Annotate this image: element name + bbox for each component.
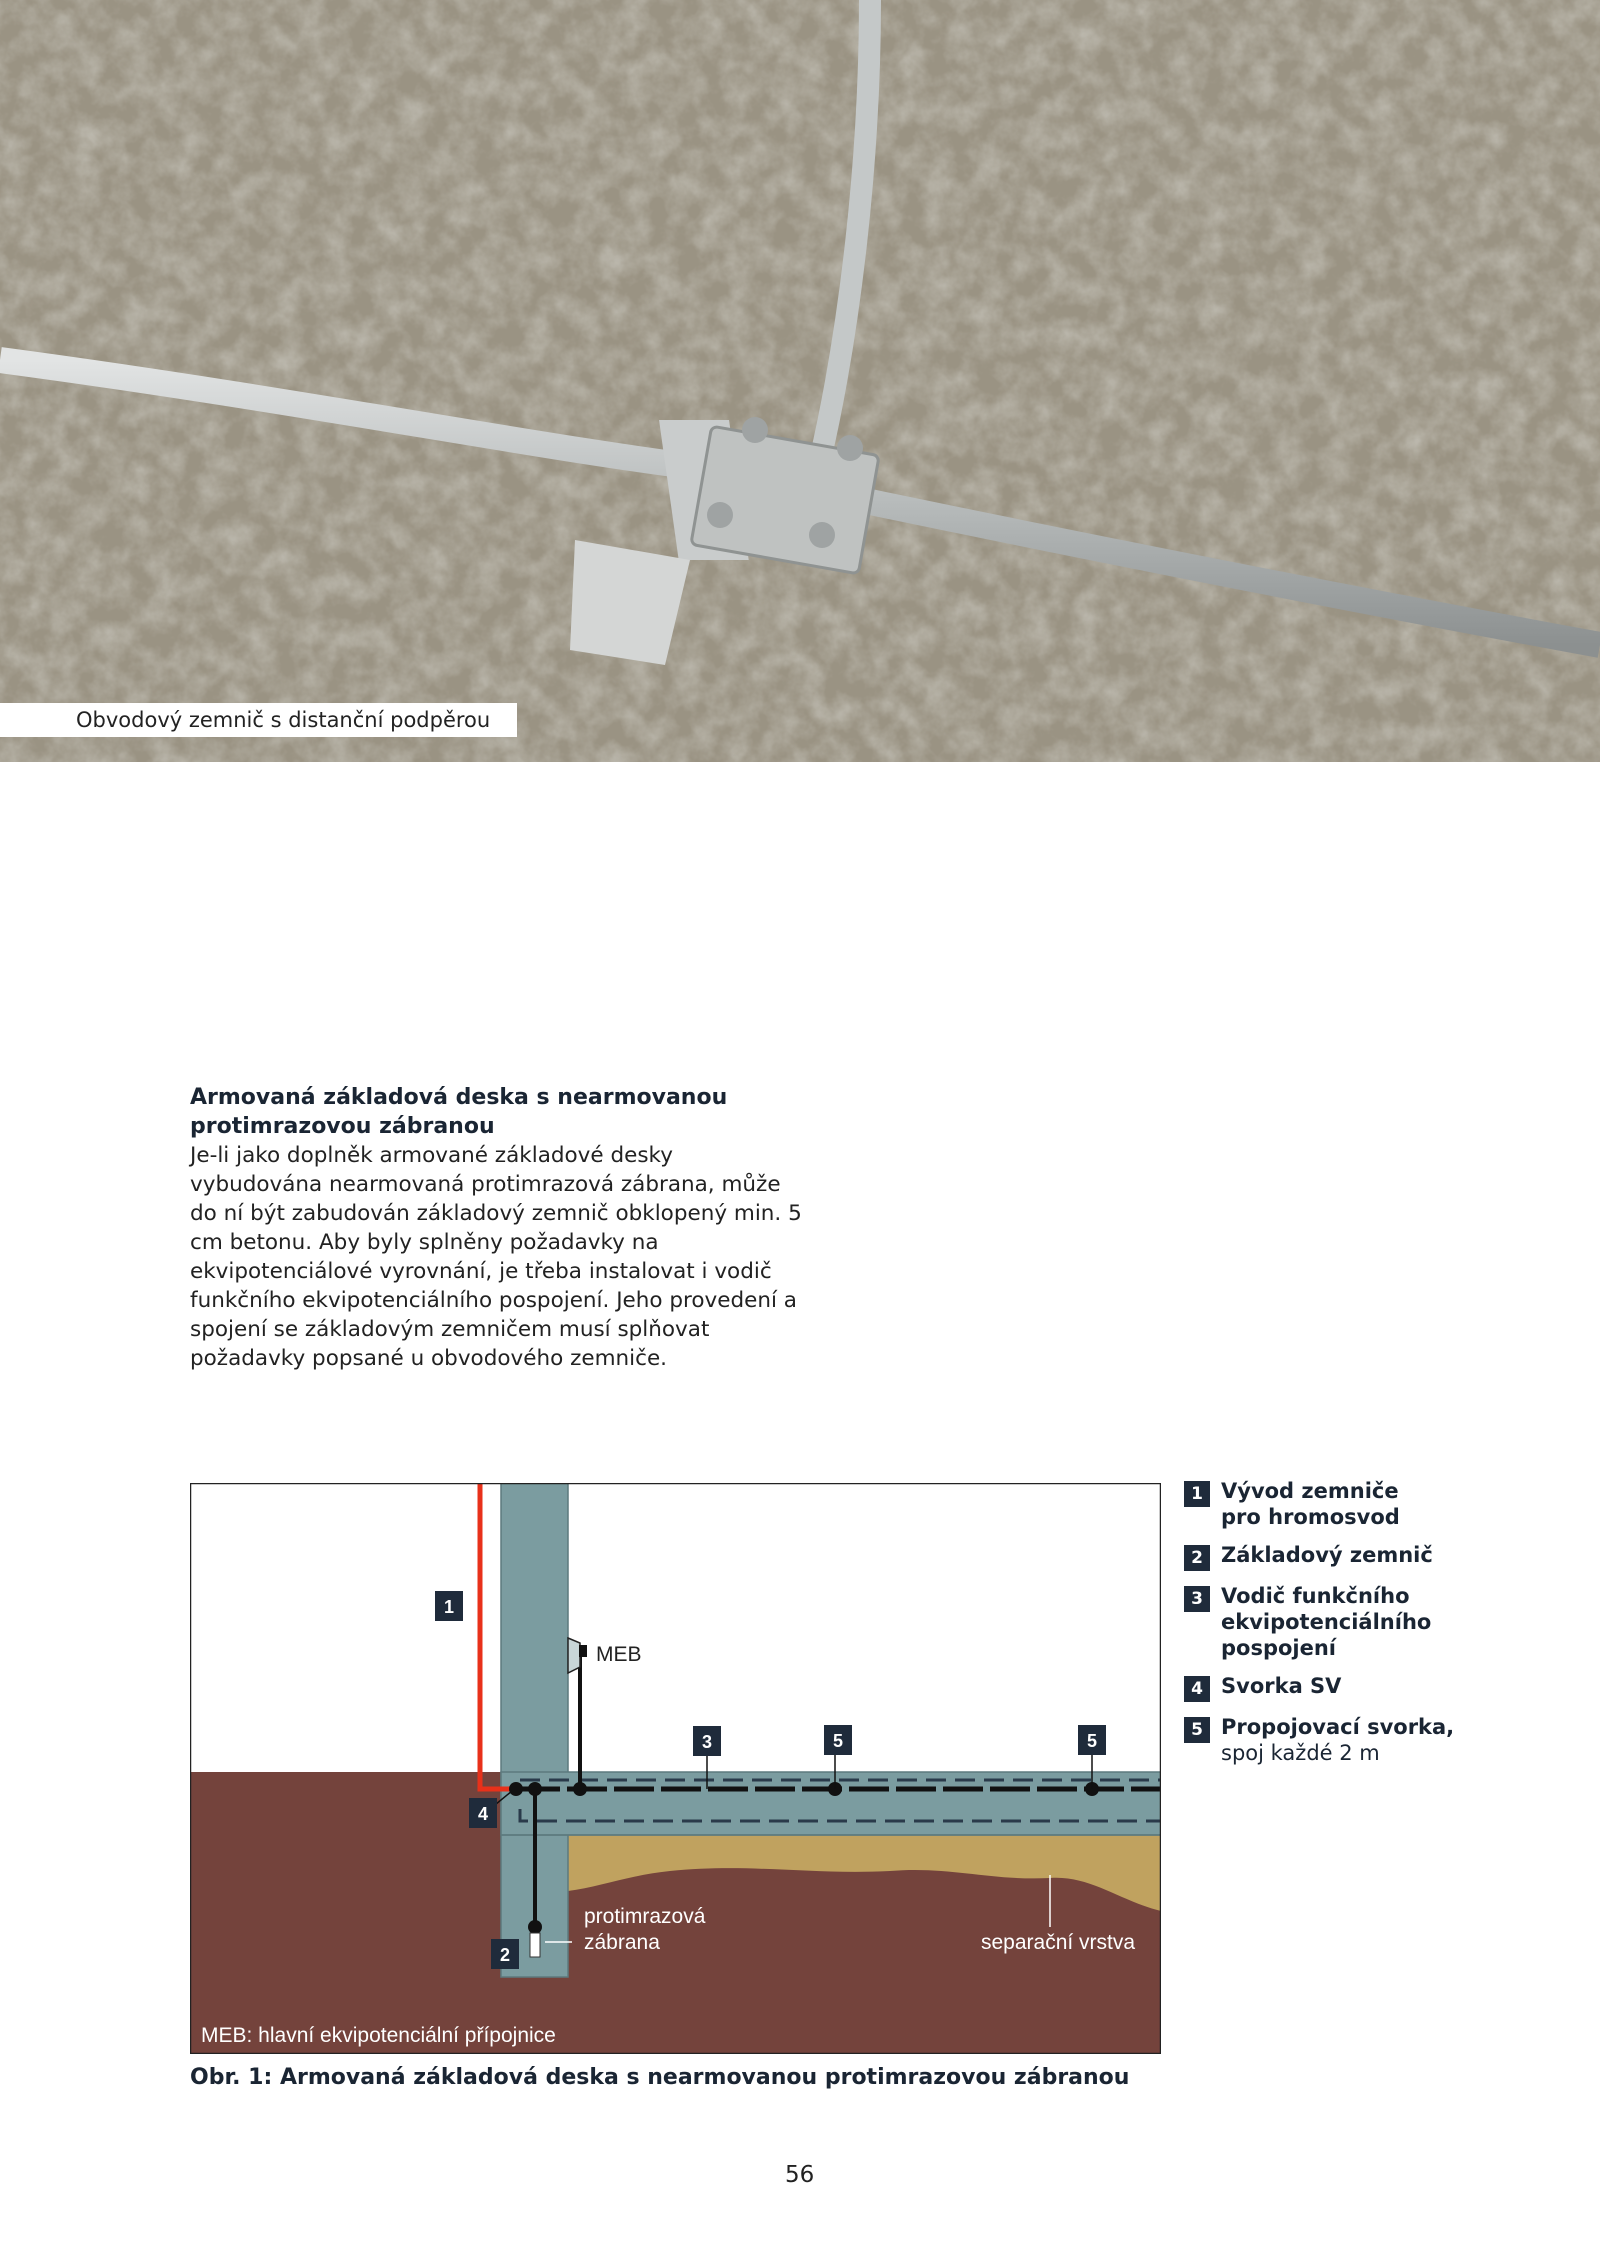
legend-label: Svorka SV xyxy=(1221,1674,1342,1698)
diagram-legend xyxy=(1184,1478,1584,1778)
frost-barrier-label-1: protimrazová xyxy=(584,1905,706,1928)
marker-1: 1 xyxy=(443,1597,455,1617)
earth-electrode xyxy=(530,1933,540,1957)
meb-icon xyxy=(568,1638,580,1673)
article xyxy=(190,1083,810,1373)
separation-layer-label: separační vrstva xyxy=(981,1931,1136,1954)
legend-number: 3 xyxy=(1184,1586,1210,1612)
marker-3: 3 xyxy=(701,1732,713,1752)
meb-label: MEB xyxy=(596,1643,642,1666)
article-body: Je-li jako doplněk armované základové desky vybudována nearmovaná protimrazová zábrana, může do ní být zabudován základový zemnič obklopený min. 5 cm betonu. Aby byly splněny požadavky na ekvipotenciálové vyrovnání, je třeba instalovat i vodič funkčního ekvipotenciálního pospojení. Jeho provedení a spojení se základovým zemničem musí splňovat požadavky popsané u obvodového zemniče. xyxy=(190,1143,802,1371)
legend-item xyxy=(1184,1714,1584,1766)
legend-label-wrap xyxy=(1221,1714,1454,1766)
legend-number: 1 xyxy=(1184,1481,1210,1507)
photo-earth-electrode xyxy=(0,0,1600,762)
legend-note: spoj každé 2 m xyxy=(1221,1741,1380,1765)
legend-label: Základový zemnič xyxy=(1221,1543,1433,1567)
photo-caption: Obvodový zemnič s distanční podpěrou xyxy=(0,703,517,737)
article-title: Armovaná základová deska s nearmovanou protimrazovou zábranou xyxy=(190,1085,728,1139)
foundation-diagram xyxy=(190,1483,1161,2054)
marker-5b: 5 xyxy=(1086,1731,1098,1751)
legend-number: 2 xyxy=(1184,1545,1210,1571)
legend-label: Vodič funkčního ekvipotenciálního pospojení xyxy=(1221,1584,1432,1660)
legend-item xyxy=(1184,1583,1584,1661)
frost-barrier-label-2: zábrana xyxy=(584,1931,660,1954)
marker-2: 2 xyxy=(499,1945,511,1965)
legend-item xyxy=(1184,1478,1584,1530)
legend-number: 4 xyxy=(1184,1676,1210,1702)
figure-caption: Obr. 1: Armovaná základová deska s nearmovanou protimrazovou zábranou xyxy=(190,2065,1130,2090)
legend-label: Propojovací svorka, xyxy=(1221,1715,1455,1739)
legend-item xyxy=(1184,1673,1584,1702)
legend-item xyxy=(1184,1542,1584,1571)
legend-label: Vývod zemniče pro hromosvod xyxy=(1221,1479,1400,1529)
diagram-footnote: MEB: hlavní ekvipotenciální přípojnice xyxy=(201,2024,556,2047)
legend-number: 5 xyxy=(1184,1717,1210,1743)
marker-5a: 5 xyxy=(832,1731,844,1751)
marker-4: 4 xyxy=(477,1804,489,1824)
page-number: 56 xyxy=(785,2162,815,2188)
